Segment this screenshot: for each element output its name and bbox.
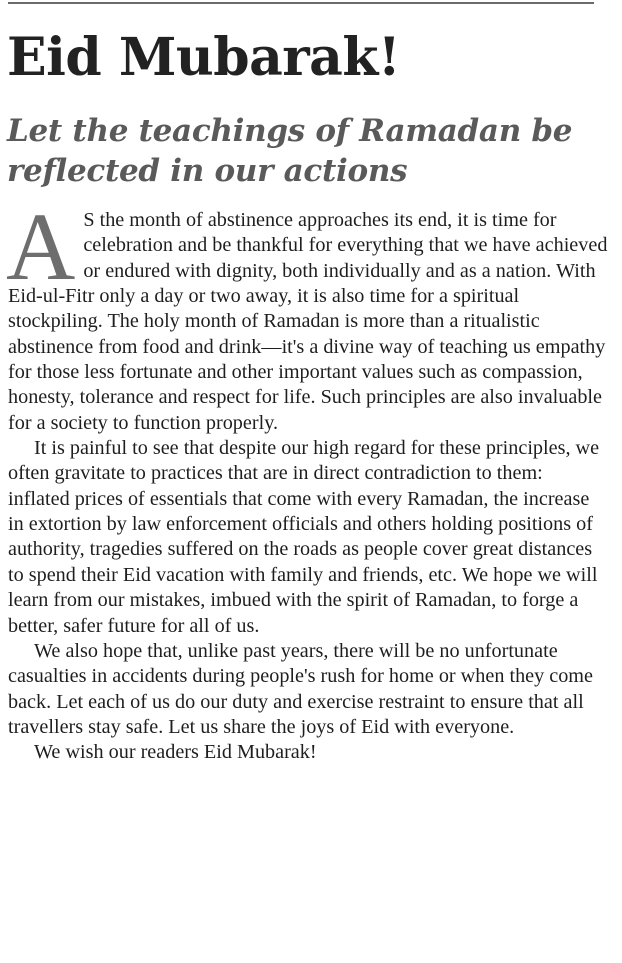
paragraph-1 [6,193,608,436]
drop-cap: A [6,193,76,300]
top-rule [8,2,594,4]
article-body [6,193,608,766]
paragraph-1-text: S the month of abstinence approaches its end, it is time for celebration and be thankful for everything that we have achieved or endured with dignity, both individually and as a nation. With Eid-ul-Fitr only a day or two away, it is also time for a spiritual stockpiling. The holy month of Ramadan is more than a ritualistic abstinence from food and drink—it's a divine way of teaching us empathy for those less fortunate and other important values such as compassion, honesty, tolerance and respect for life. Such principles are also invaluable for a society to function properly. [8,209,608,434]
paragraph-2: It is painful to see that despite our high regard for these principles, we often gravitate to practices that are in direct contradiction to them: inflated prices of essentials that come with every Ramadan, the increase in extortion by law enforcement officials and others holding positions of authority, tragedies suffered on the roads as people cover great distances to spend their Eid vacation with family and friends, etc. We hope we will learn from our mistakes, imbued with the spirit of Ramadan, to forge a better, safer future for all of us. [8,437,600,637]
subheadline-line-1: Let the teachings of Ramadan be [7,113,573,149]
paragraph-4: We wish our readers Eid Mubarak! [34,741,317,764]
subheadline [7,111,607,191]
headline: Eid Mubarak! [7,27,401,88]
paragraph-3: We also hope that, unlike past years, there will be no unfortunate casualties in accidents during people's rush for home or when they come back. Let each of us do our duty and exercise restraint to ensure that all travellers stay safe. Let us share the joys of Eid with everyone. [8,639,593,738]
subheadline-line-2: reflected in our actions [7,153,408,189]
